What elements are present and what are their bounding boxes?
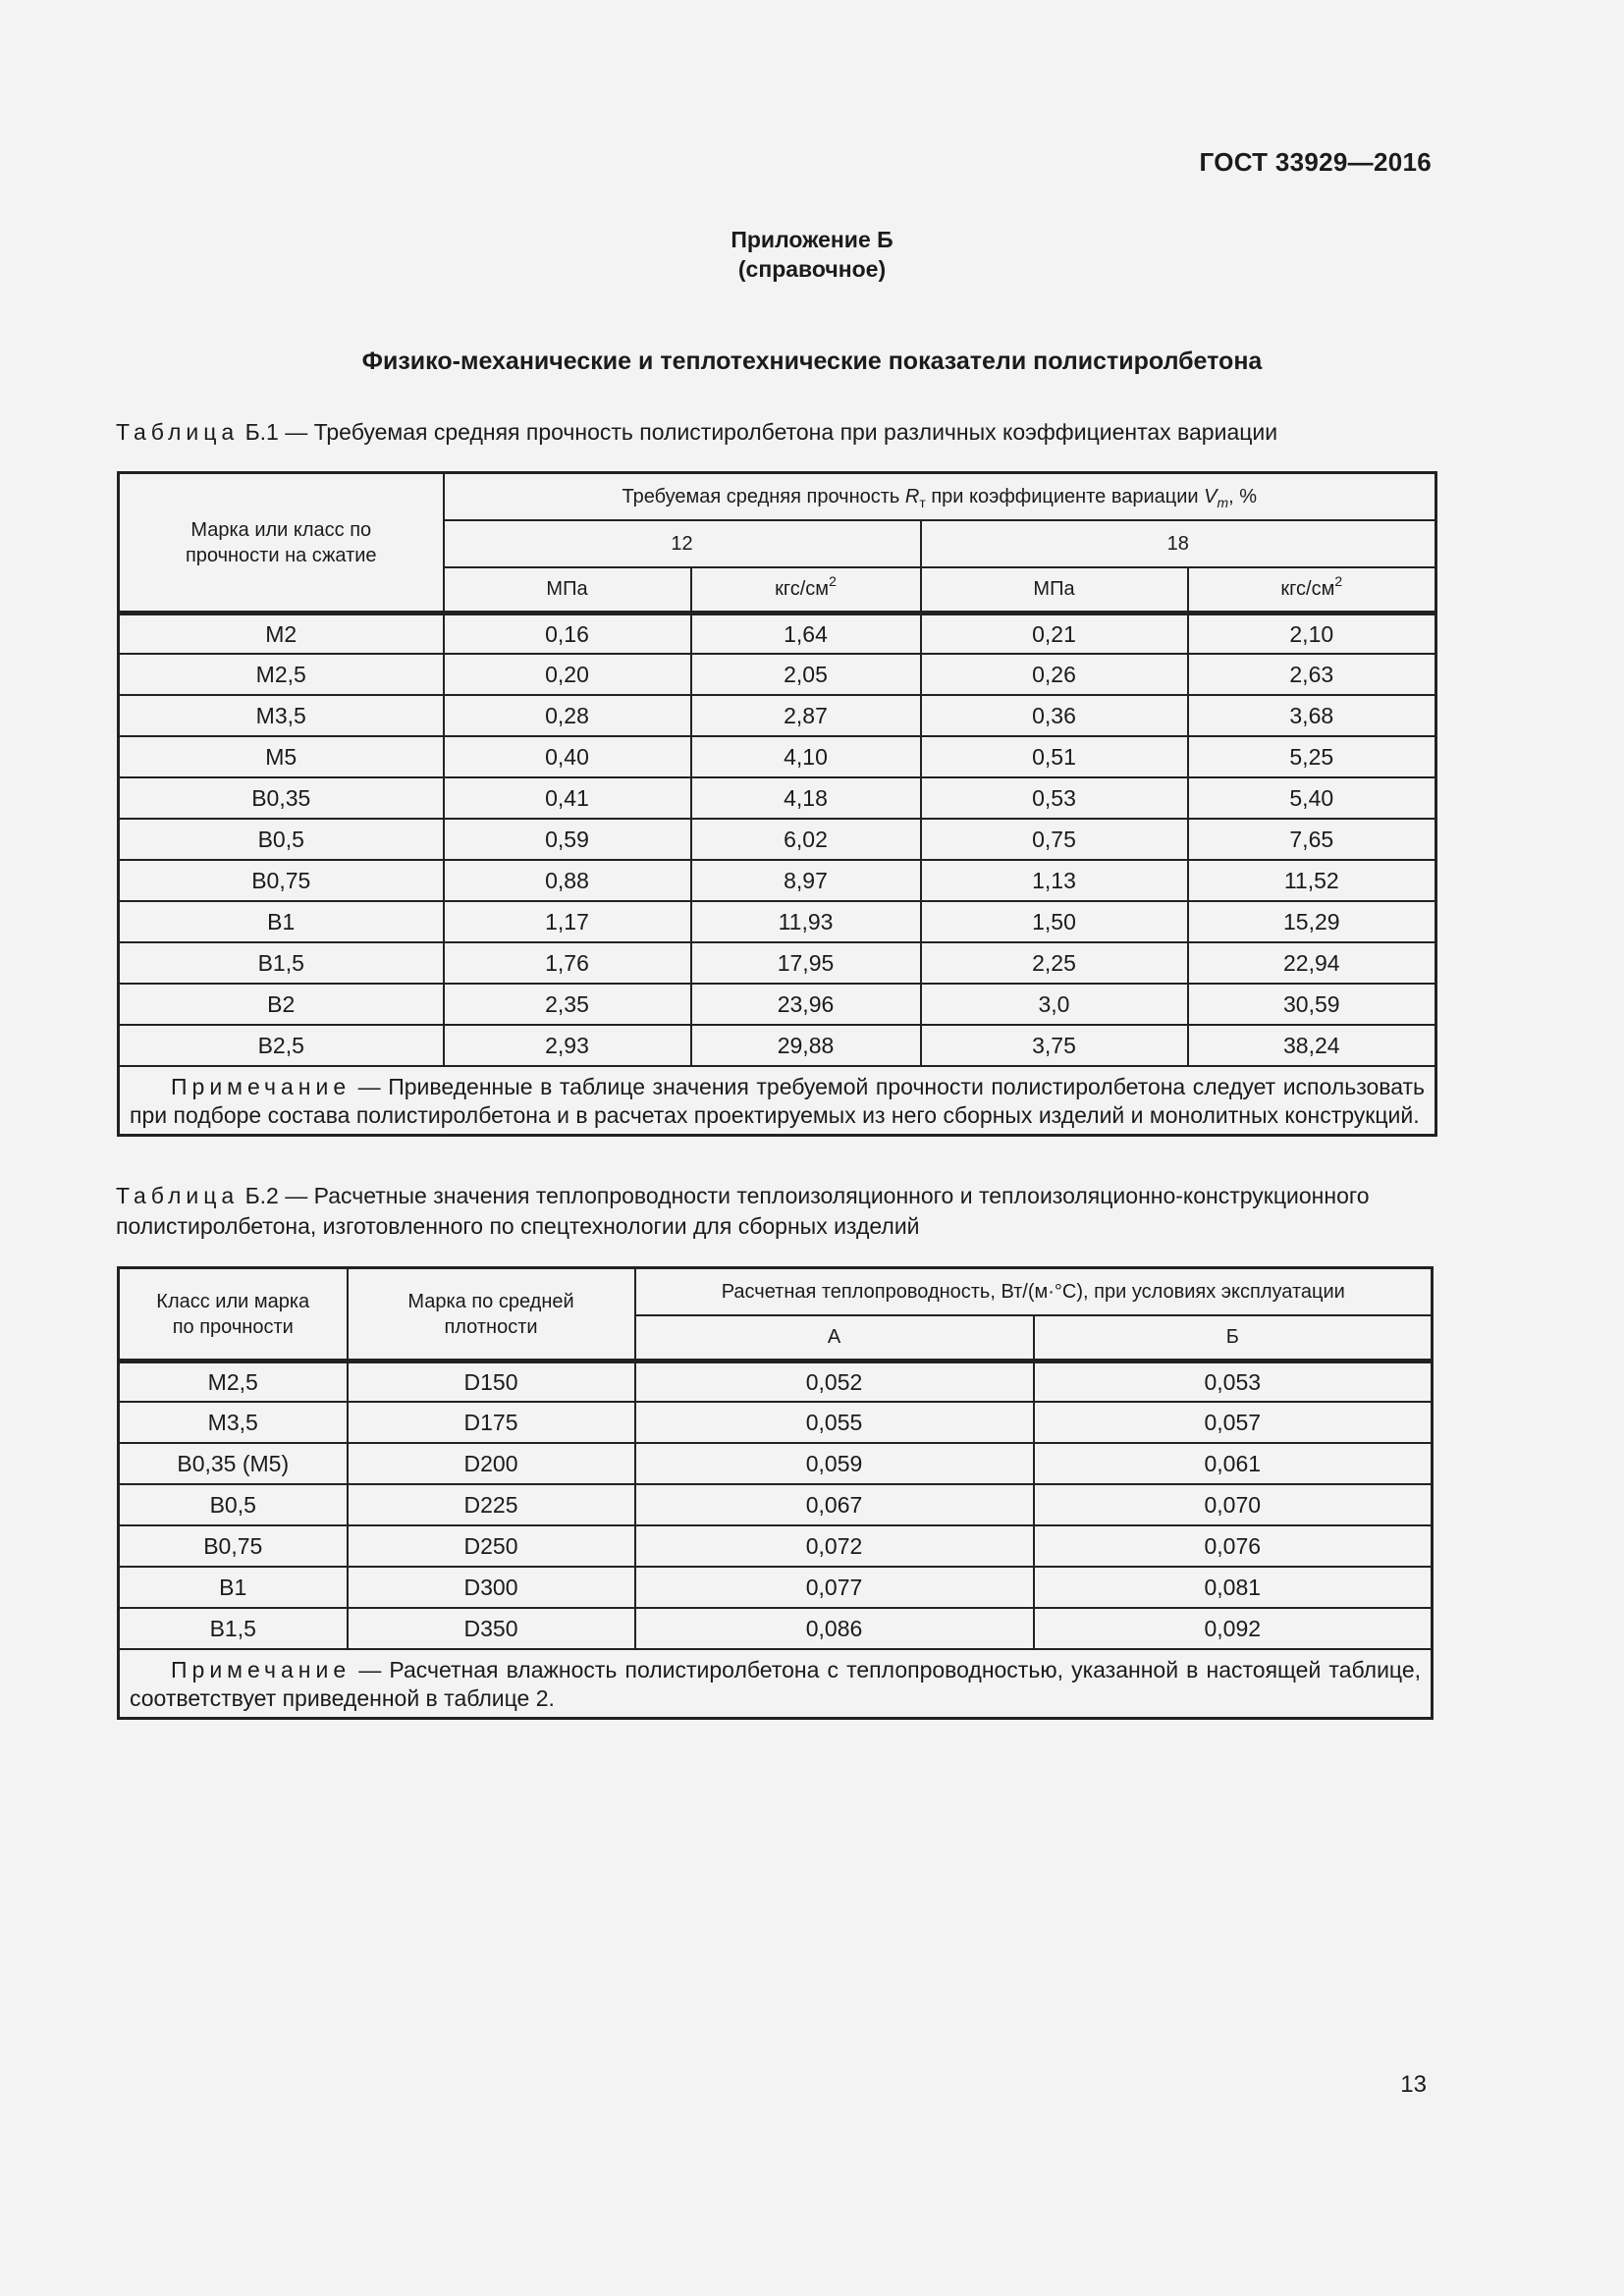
table2-cell: 0,077 — [635, 1567, 1034, 1608]
table2-cell: В1,5 — [119, 1608, 348, 1649]
standard-number: ГОСТ 33929—2016 — [1199, 147, 1432, 177]
table2-cell: 0,076 — [1034, 1525, 1433, 1567]
table2-cell: 0,081 — [1034, 1567, 1433, 1608]
table2-cell: В1 — [119, 1567, 348, 1608]
table2-cell: D350 — [348, 1608, 635, 1649]
table1-cell: 15,29 — [1188, 901, 1436, 942]
table-row — [119, 860, 1436, 901]
table1-cell: 0,36 — [921, 695, 1188, 736]
table1-cell: 0,53 — [921, 777, 1188, 819]
table2-cell: D150 — [348, 1362, 635, 1402]
table1-unit-kgs-18 — [1188, 567, 1436, 614]
table1-unit-kgs-12 — [691, 567, 921, 614]
table2-caption — [116, 1181, 1432, 1242]
table1-cell: 17,95 — [691, 942, 921, 984]
table1-cell: В0,75 — [119, 860, 444, 901]
table2-caption-text: Б.2 — Расчетные значения теплопроводности теплоизоляционного и теплоизоляционно-конструкционного полистиролбетона, изготовленного по спецтехнологии для сборных изделий — [116, 1183, 1370, 1239]
table1-unit-mpa-18: МПа — [921, 567, 1188, 614]
table1-cell: 0,41 — [444, 777, 691, 819]
table2-group-header: Расчетная теплопроводность, Вт/(м·°С), при условиях эксплуатации — [635, 1268, 1433, 1315]
table1-cell: М5 — [119, 736, 444, 777]
table1-cell: 0,51 — [921, 736, 1188, 777]
table-row — [119, 695, 1436, 736]
table1-note-text: — Приведенные в таблице значения требуемой прочности полистиролбетона следует использовать при подборе состава полистиролбетона и в расчетах проектируемых из него сборных изделий и монолитных конструкций. — [130, 1073, 1426, 1128]
table2-caption-label: Таблица — [116, 1183, 240, 1208]
table1-cell: 0,28 — [444, 695, 691, 736]
table1-cell: 2,05 — [691, 654, 921, 695]
table1-cell: В0,35 — [119, 777, 444, 819]
table-row — [119, 736, 1436, 777]
table-row — [119, 654, 1436, 695]
table2-cell: 0,055 — [635, 1402, 1034, 1443]
table1-cell: 2,25 — [921, 942, 1188, 984]
table1-cell: М2,5 — [119, 654, 444, 695]
table1-cell: 23,96 — [691, 984, 921, 1025]
appendix-subtitle: (справочное) — [737, 256, 887, 282]
table1-cell: 0,16 — [444, 614, 691, 654]
table2-cond-a: А — [635, 1315, 1034, 1362]
table1-cell: 2,93 — [444, 1025, 691, 1066]
table1-cell: 2,87 — [691, 695, 921, 736]
table2-cell: D250 — [348, 1525, 635, 1567]
table1-cell: М2 — [119, 614, 444, 654]
table-row — [119, 1567, 1433, 1608]
table1-cell: 5,40 — [1188, 777, 1436, 819]
table1-cell: 2,63 — [1188, 654, 1436, 695]
table-row — [119, 1362, 1433, 1402]
table2-cell: В0,35 (М5) — [119, 1443, 348, 1484]
table1-cell: 3,68 — [1188, 695, 1436, 736]
table1-cell: 0,21 — [921, 614, 1188, 654]
table1-cell: В1 — [119, 901, 444, 942]
table2-cell: 0,057 — [1034, 1402, 1433, 1443]
table1-caption-label: Таблица — [116, 419, 240, 445]
table1-cell: 6,02 — [691, 819, 921, 860]
table1-cell: В2 — [119, 984, 444, 1025]
table1-cell: 4,10 — [691, 736, 921, 777]
table1-note-label: Примечание — [171, 1073, 352, 1099]
table2-cell: М3,5 — [119, 1402, 348, 1443]
table2-note-text: — Расчетная влажность полистиролбетона с теплопроводностью, указанной в настоящей таблице, соответствует приведенной в таблице 2. — [130, 1656, 1422, 1711]
table-row — [119, 1025, 1436, 1066]
table-row — [119, 1443, 1433, 1484]
table2-cond-b: Б — [1034, 1315, 1433, 1362]
table1-variation-18: 18 — [921, 520, 1436, 567]
table1-cell: М3,5 — [119, 695, 444, 736]
table1-cell: 2,10 — [1188, 614, 1436, 654]
table1-unit-kgs-18-text: кгс/см — [1280, 578, 1335, 601]
table1-cell: 1,76 — [444, 942, 691, 984]
table2-note-label: Примечание — [171, 1656, 352, 1682]
appendix-heading — [0, 225, 1624, 284]
table1-caption — [116, 417, 1432, 448]
table1-cell: 0,88 — [444, 860, 691, 901]
section-title: Физико-механические и теплотехнические показатели полистиролбетона — [361, 347, 1263, 375]
table1-cell: 0,20 — [444, 654, 691, 695]
table1-group-header-suffix: , % — [1228, 485, 1258, 507]
table-row — [119, 1525, 1433, 1567]
table1-cell: 3,0 — [921, 984, 1188, 1025]
table1-cell: 7,65 — [1188, 819, 1436, 860]
table1-cell: 30,59 — [1188, 984, 1436, 1025]
table1-cell: 0,26 — [921, 654, 1188, 695]
table1-group-header-prefix: Требуемая средняя прочность — [622, 485, 900, 507]
table2-cell: 0,053 — [1034, 1362, 1433, 1402]
table2-cell: 0,070 — [1034, 1484, 1433, 1525]
table1-cell: В0,5 — [119, 819, 444, 860]
table1-caption-text: Б.1 — Требуемая средняя прочность полистиролбетона при различных коэффициентах вариации — [244, 419, 1278, 445]
table-row — [119, 614, 1436, 654]
table1-group-header-r: R — [904, 485, 920, 507]
table-row — [119, 777, 1436, 819]
table1-col-header-grade: Марка или класс по прочности на сжатие — [119, 473, 444, 614]
table1-cell: 38,24 — [1188, 1025, 1436, 1066]
table1-group-header-v-sub: m — [1217, 494, 1229, 510]
table1-cell: 1,50 — [921, 901, 1188, 942]
table1-cell: 29,88 — [691, 1025, 921, 1066]
table1-unit-kgs-12-text: кгс/см — [775, 578, 830, 601]
table1-cell: 1,64 — [691, 614, 921, 654]
table2-cell: 0,067 — [635, 1484, 1034, 1525]
table1-group-header — [444, 473, 1436, 520]
table1-cell: 5,25 — [1188, 736, 1436, 777]
table2-cell: D300 — [348, 1567, 635, 1608]
table2-cell: 0,059 — [635, 1443, 1034, 1484]
table2-cell: В0,75 — [119, 1525, 348, 1567]
table2 — [117, 1266, 1434, 1720]
table1-cell: 0,40 — [444, 736, 691, 777]
table1-cell: 22,94 — [1188, 942, 1436, 984]
table1-group-header-v: V — [1204, 485, 1218, 507]
table2-cell: М2,5 — [119, 1362, 348, 1402]
table2-cell: D225 — [348, 1484, 635, 1525]
table-row — [119, 984, 1436, 1025]
table-row — [119, 901, 1436, 942]
table2-note — [119, 1649, 1433, 1719]
appendix-title: Приложение Б — [731, 227, 893, 252]
table1-unit-mpa-12: МПа — [444, 567, 691, 614]
table1-note — [119, 1066, 1436, 1136]
table1-cell: В2,5 — [119, 1025, 444, 1066]
table1-unit-kgs-18-sup: 2 — [1334, 572, 1343, 589]
table-row — [119, 1608, 1433, 1649]
table1-cell: 8,97 — [691, 860, 921, 901]
table1-unit-kgs-12-sup: 2 — [829, 572, 837, 589]
table2-cell: 0,052 — [635, 1362, 1034, 1402]
table2-col-header-density: Марка по средней плотности — [348, 1268, 635, 1362]
table2-col-header-class: Класс или марка по прочности — [119, 1268, 348, 1362]
table1-group-header-r-sub: т — [919, 494, 926, 510]
table-row — [119, 819, 1436, 860]
table1-variation-12: 12 — [444, 520, 921, 567]
table-row — [119, 1402, 1433, 1443]
table2-cell: D200 — [348, 1443, 635, 1484]
table1-cell: 4,18 — [691, 777, 921, 819]
table1-cell: 3,75 — [921, 1025, 1188, 1066]
table1-group-header-middle: при коэффициенте вариации — [931, 485, 1199, 507]
table1-cell: 2,35 — [444, 984, 691, 1025]
table2-cell: D175 — [348, 1402, 635, 1443]
table2-cell: 0,061 — [1034, 1443, 1433, 1484]
table1-cell: 0,59 — [444, 819, 691, 860]
table1-cell: 0,75 — [921, 819, 1188, 860]
table2-cell: В0,5 — [119, 1484, 348, 1525]
table1-cell: 11,52 — [1188, 860, 1436, 901]
table1-cell: В1,5 — [119, 942, 444, 984]
table2-cell: 0,072 — [635, 1525, 1034, 1567]
table1-cell: 1,17 — [444, 901, 691, 942]
table2-cell: 0,086 — [635, 1608, 1034, 1649]
table-row — [119, 1484, 1433, 1525]
table2-cell: 0,092 — [1034, 1608, 1433, 1649]
table1 — [117, 471, 1437, 1137]
page-number: 13 — [1400, 2071, 1427, 2098]
table1-cell: 11,93 — [691, 901, 921, 942]
table-row — [119, 942, 1436, 984]
table1-cell: 1,13 — [921, 860, 1188, 901]
